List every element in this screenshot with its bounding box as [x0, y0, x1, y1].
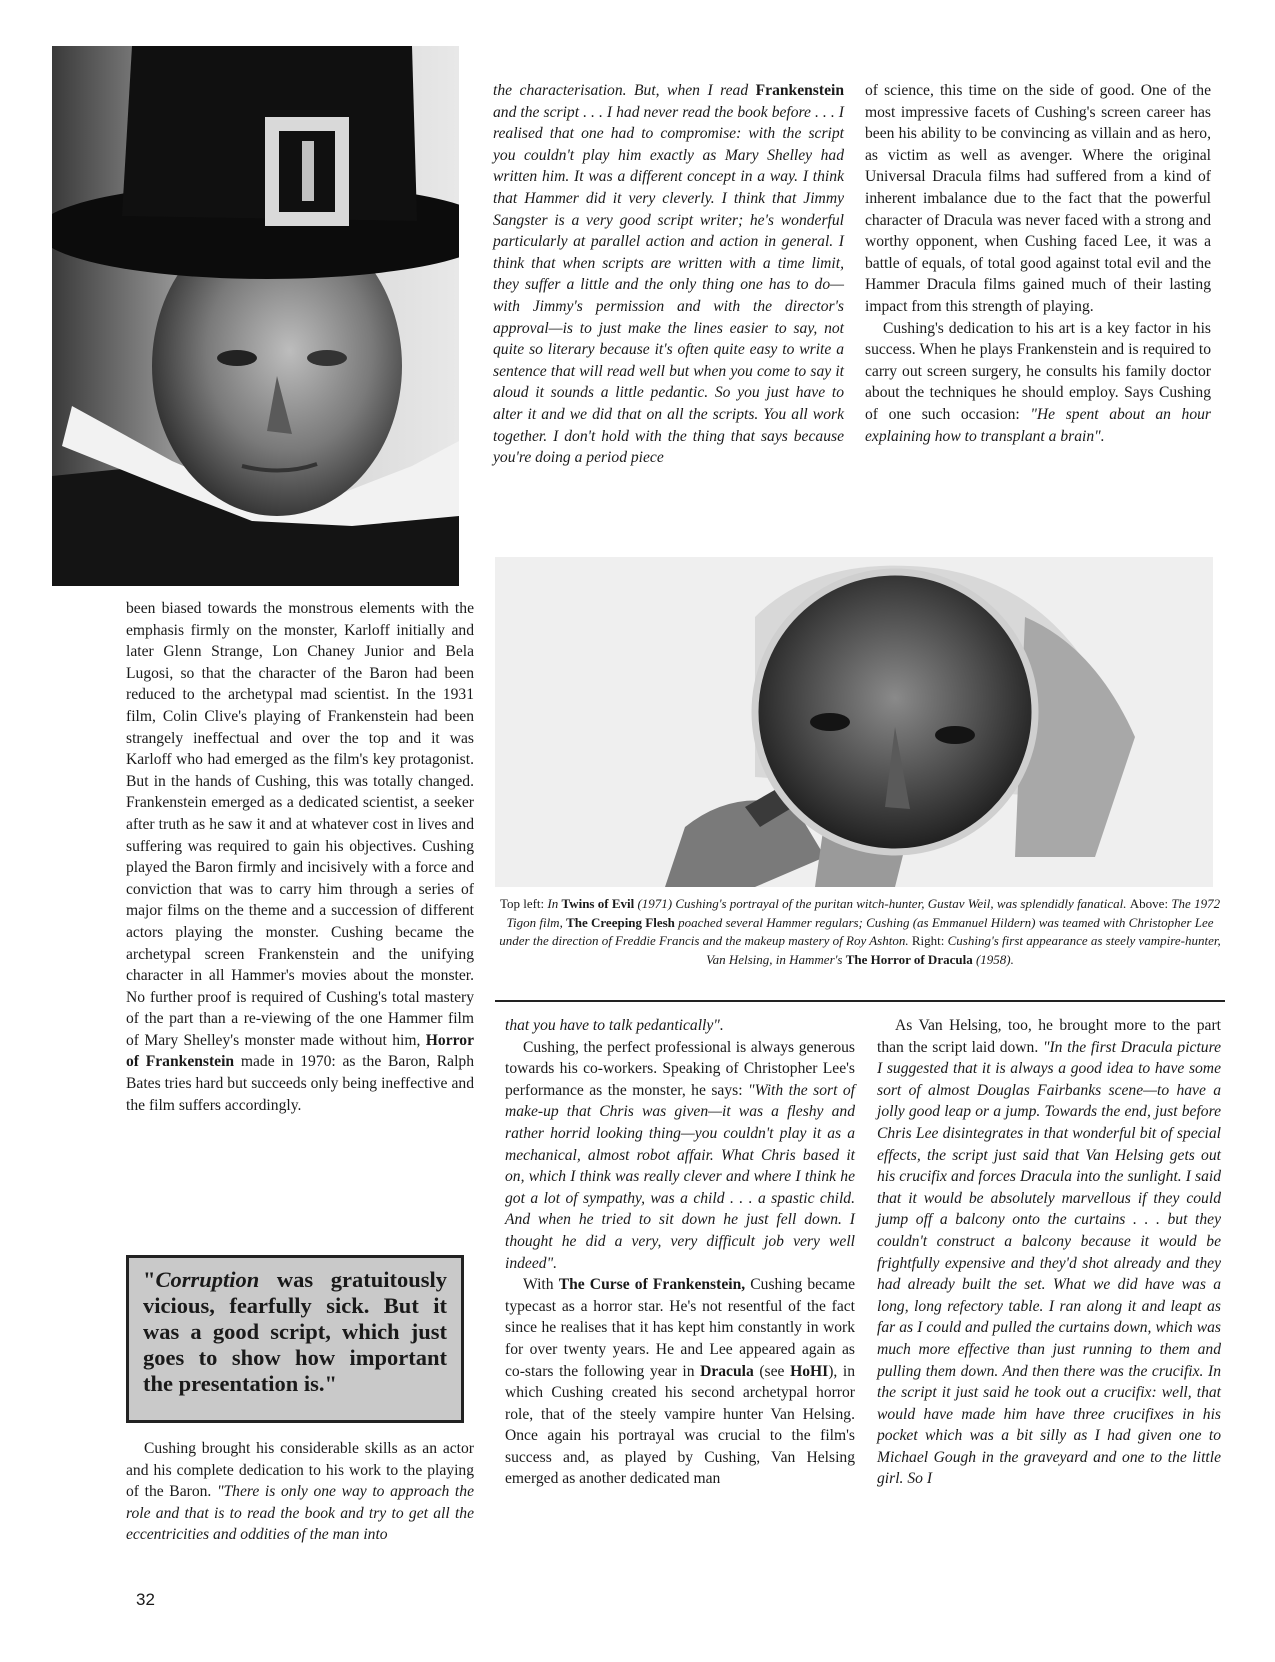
- film-title: Horror of Frankenstein: [126, 1031, 474, 1071]
- photo-creeping-flesh: [495, 557, 1213, 887]
- photo-caption: [495, 895, 1225, 969]
- column-left: [126, 598, 474, 1116]
- paragraph: [865, 318, 1211, 448]
- photo-twins-of-evil: [52, 46, 459, 586]
- caption-label: Right:: [911, 933, 948, 948]
- caption-text: The 1972 Tigon film,: [506, 896, 1221, 930]
- column-top-right: [865, 80, 1211, 447]
- paragraph: [505, 1037, 855, 1275]
- text-run: Cushing brought his considerable skills as an actor and his complete dedication to his work to the playing of the Baron.: [126, 1440, 474, 1501]
- text-run: Cushing's dedication to his art is a key factor in his success. When he plays Frankenstein and is required to carry out screen surgery, he consults his family doctor about the techniques he should employ. Says Cushing of one such occasion:: [865, 319, 1211, 423]
- reference-abbrev: HoHI: [790, 1362, 829, 1380]
- quote: "He spent about an hour explaining how to transplant a brain".: [865, 405, 1211, 445]
- caption-text: poached several Hammer regulars; Cushing (as Emmanuel Hildern) was teamed with Christopher Lee under the direction of Freddie Francis and the makeup mastery of Roy Ashton.: [499, 914, 1214, 948]
- paragraph: [505, 1274, 855, 1490]
- paragraph: of science, this time on the side of good. One of the most impressive facets of Cushing's screen career has been his ability to be convincing as villain and as hero, as victim as well as avenger. Where the original Universal Dracula films had suffered from a kind of inherent imbalance due to the fact that the powerful character of Dracula was never faced with a strong and worthy opponent, when Cushing faced Lee, it was a battle of equals, of total good against total evil and the Hammer Dracula films gained much of their lasting impact from this strength of playing.: [865, 82, 1211, 315]
- paragraph: [877, 1015, 1221, 1490]
- quote: "With the sort of make-up that Chris was given—it was a fleshy and rather horrid looking thing—you couldn't play it as a mechanical, almost robot affair. What Chris based it on, which I think was really clever and where I think he got a lot of sympathy, was a child . . . a spastic child. And when he tried to sit down he just fell down. I thought he did a very, very difficult job very well indeed".: [505, 1081, 856, 1272]
- film-title: Dracula: [700, 1362, 754, 1380]
- column-top-middle: [493, 80, 844, 469]
- caption-text: (1971) Cushing's portrayal of the puritan witch-hunter, Gustav Weil, was splendidly fanatical.: [634, 896, 1130, 911]
- paragraph: [126, 1438, 474, 1546]
- caption-text: In: [547, 896, 562, 911]
- paragraph: [493, 80, 844, 469]
- film-title: The Horror of Dracula: [845, 951, 973, 967]
- caption-label: Above:: [1129, 896, 1172, 911]
- caption-divider: [495, 1000, 1225, 1002]
- pull-quote: [126, 1255, 464, 1423]
- quote-mark: ": [143, 1267, 156, 1292]
- puritan-portrait-illustration: [52, 46, 459, 586]
- text-run: and the script . . . I had never read the book before . . . I realised that one had to compromise: with the script you couldn't play him exactly as Mary Shelley had written him. It was a different concept in a way. I think that Hammer did it very cleverly. I think that Jimmy Sangster is a very good script writer; he's wonderful particularly at parallel action and action in general. I think that when scripts are written with a time limit, they suffer a little and the only thing one has to do—with Jimmy's permission and with the director's approval—is to just make the lines easier to say, not quite so literary because it's often quite easy to write a sentence that will read well but when you come to say it aloud it sounds a little pedantic. So you just have to alter it and we did that on all the scripts. You all work together. I don't hold with the thing that says because you're doing a period piece: [493, 103, 844, 467]
- caption-text: (1958).: [972, 951, 1014, 967]
- caption-label: Top left:: [499, 896, 548, 911]
- page-number: 32: [136, 1590, 155, 1609]
- text-run: ), in which Cushing created his second archetypal horror role, that of the steely vampire hunter Van Helsing. Once again his portrayal was crucial to the film's success and, as played by Cushing, Van Helsing emerged as another dedicated man: [505, 1362, 855, 1488]
- quote-text: was gratuitously vicious, fearfully sick. But it was a good script, which just goes to show how important the presentation is.": [143, 1267, 447, 1396]
- quote: "There is only one way to approach the role and that is to read the book and try to get all the eccentricities and oddities of the man into: [126, 1483, 474, 1544]
- caption-text: Cushing's first appearance as steely vampire-hunter, Van Helsing, in Hammer's: [706, 933, 1221, 967]
- film-title: The Curse of Frankenstein,: [558, 1276, 746, 1294]
- text-run: As Van Helsing, too, he brought more to the part than the script laid down.: [877, 1017, 1221, 1056]
- film-title: Twins of Evil: [561, 896, 635, 911]
- film-title: Frankenstein: [755, 82, 844, 99]
- text-run: the characterisation. But, when I read: [493, 82, 756, 99]
- text-run: With: [523, 1276, 559, 1294]
- film-title: The Creeping Flesh: [566, 914, 675, 930]
- text-run: Cushing, the perfect professional is always generous towards his co-workers. Speaking of Christopher Lee's performance as the monster, he says:: [505, 1038, 855, 1099]
- quote-emphasis: Corruption: [155, 1267, 260, 1292]
- magnifying-glass-illustration: [495, 557, 1213, 887]
- text-run: been biased towards the monstrous elements with the emphasis firmly on the monster, Karloff initially and later Glenn Strange, Lon Chaney Junior and Bela Lugosi, so that the character of the Baron had been reduced to the archetypal mad scientist. In the 1931 film, Colin Clive's playing of Frankenstein had been strangely ineffectual and over the top and it was Karloff who had emerged as the film's key protagonist. But in the hands of Cushing, this was totally changed. Frankenstein emerged as a dedicated scientist, a seeker after truth as he saw it and at whatever cost in lives and suffering was required to gain his objectives. Cushing played the Baron firmly and incisively with a force and conviction that was to carry him through a series of major films on the theme and a succession of different actors playing the monster. Cushing became the archetypal screen Frankenstein and the unifying character in all Hammer's movies about the monster. No further proof is required of Cushing's total mastery of the part than a re-viewing of the one Hammer film of Mary Shelley's monster made without him,: [126, 600, 474, 1049]
- column-left-continued: [126, 1438, 474, 1546]
- column-bottom-middle: [505, 1015, 855, 1490]
- text-run: made in 1970: as the Baron, Ralph Bates tries hard but succeeds only being ineffective and the film suffers accordingly.: [126, 1053, 474, 1114]
- column-bottom-right: [877, 1015, 1221, 1490]
- paragraph: [126, 598, 474, 1116]
- paragraph: that you have to talk pedantically".: [505, 1017, 724, 1034]
- quote: "In the first Dracula picture I suggested that it is always a good idea to have some sort of almost Douglas Fairbanks scene—to have a jolly good leap or a jump. Towards the end, just before Chris Lee disintegrates in that wonderful bit of special effects, the script just said that Van Helsing gets out his crucifix and forces Dracula into the sunlight. I said that it would be absolutely marvellous if they could jump off a balcony onto the curtains . . . but they couldn't construct a balcony because it would be frightfully expensive and they'd shot already and they had already built the set. What we did have was a long, long refectory table. I ran along it and leapt as far as I could and pulled the curtains down, which was much more effective than just running to them and pulling them down. And then there was the crucifix. In the script it just said he took out a crucifix: well, that would have made him have three crucifixes in his pocket which was a bit silly as I had given one to Michael Gough in the graveyard and one to the little girl. So I: [877, 1038, 1221, 1488]
- text-run: Cushing became typecast as a horror star. He's not resentful of the fact since he realises that it has kept him constantly in work for over twenty years. He and Lee appeared again as co-stars the following year in: [505, 1276, 855, 1380]
- text-run: (see: [753, 1362, 791, 1380]
